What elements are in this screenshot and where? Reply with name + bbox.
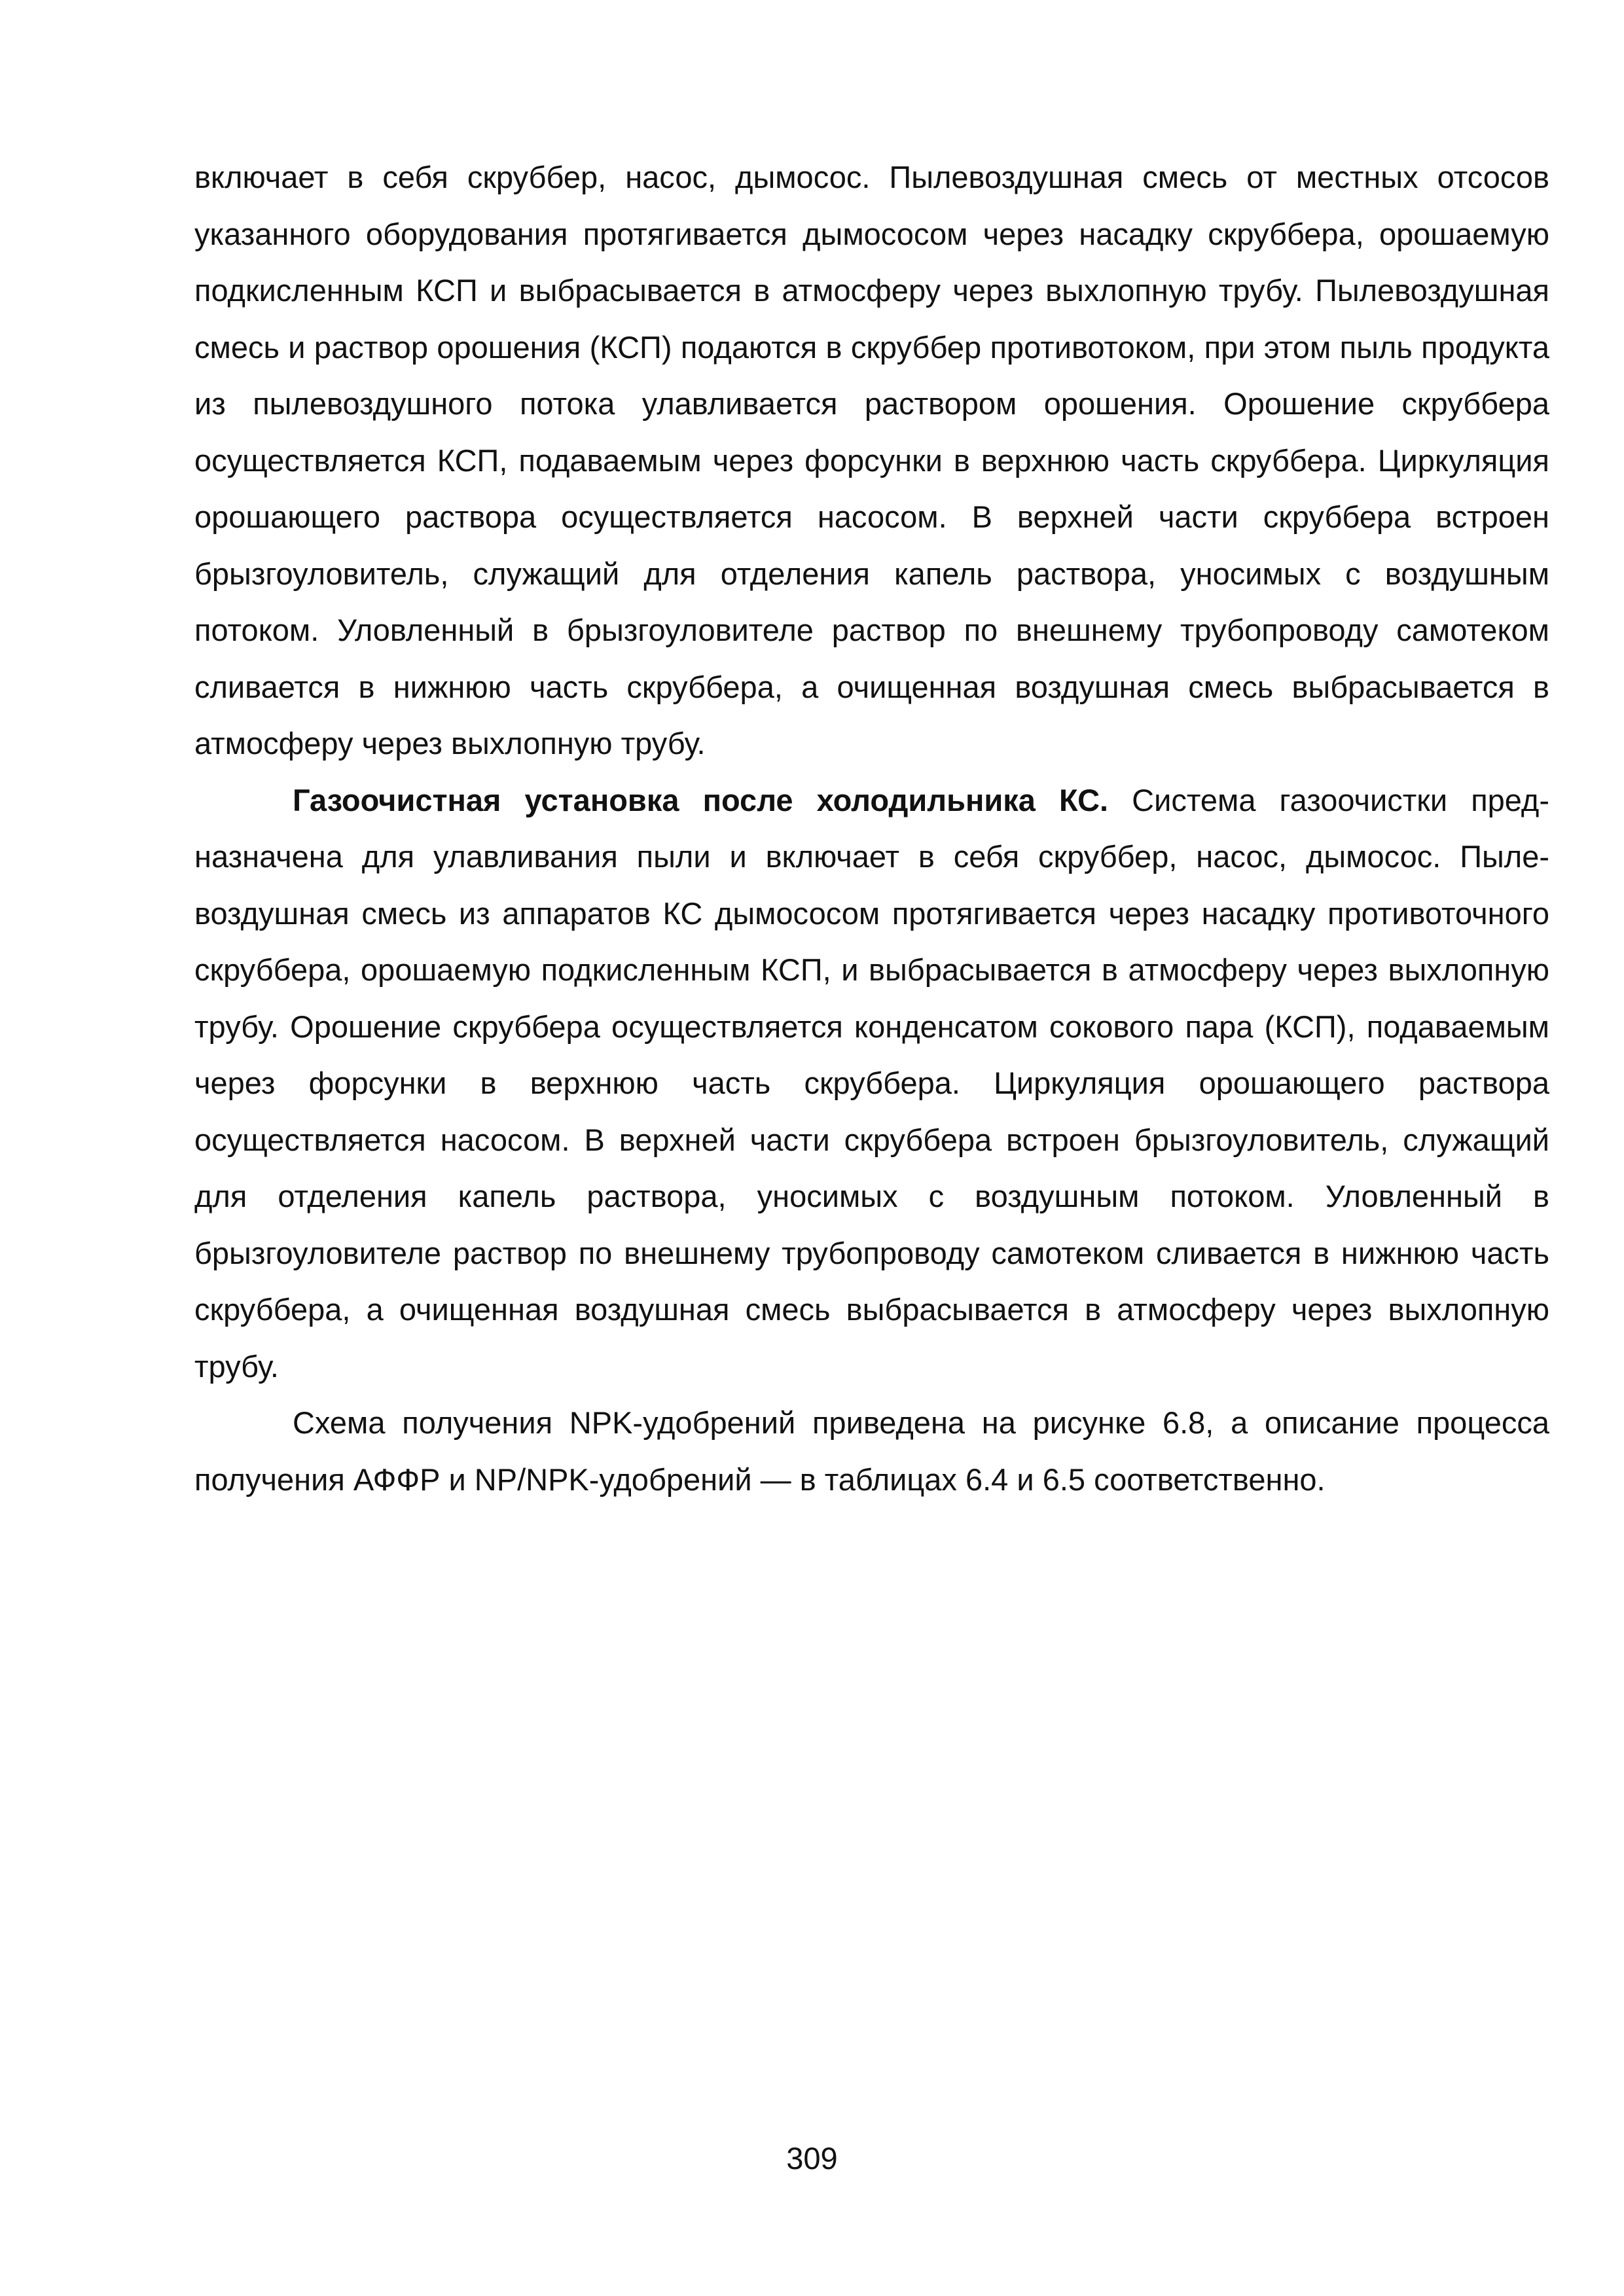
section-heading: Газоочистная установка после холодильника КС.	[293, 782, 1109, 817]
document-body	[194, 149, 1549, 1508]
page-number: 309	[786, 2141, 838, 2176]
paragraph-scrubber-description: включает в себя скруббер, насос, дымосос. Пылевоздушная смесь от местных отсосов указанного оборудования протягивается дымососом через насадку скруббера, орошаемую подкисленным КСП и выбрасывается в атмосферу через выхлопную трубу. Пылевоздушная смесь и раствор орошения (КСП) подаются в скруббер противотоком, при этом пыль продукта из пылевоздушного потока улавливается раствором орошения. Орошение скруббера осуществляется КСП, подаваемым через форсунки в верхнюю часть скруббера. Циркуляция орошающего раствора осуществляется насосом. В верхней части скруббера встроен брызгоуловитель, служащий для отделения капель раствора, уносимых с воздушным потоком. Уловленный в брызгоуловителе раствор по внешнему трубопроводу самотеком сливается в нижнюю часть скруббера, а очищенная воздушная смесь выбрасывается в атмосферу через выхлопную трубу.	[194, 160, 1549, 761]
paragraph-gas-cleaning-unit	[194, 772, 1549, 1395]
section-body-text: Система газоочистки предназначена для улавливания пыли и включает в себя скруббер, насос, дымосос. Пылевоздушная смесь из аппаратов КС дымососом протягивается через насадку противоточного скруббера, орошаемую подкисленным КСП, и выбрасывается в атмосферу через выхлопную трубу. Орошение скруббера осуществляется конденсатом сокового пара (КСП), подаваемым через форсунки в верхнюю часть скруббера. Циркуляция орошающего раствора осуществляется насосом. В верхней части скруббера встроен брызгоуловитель, служащий для отделения капель раствора, уносимых с воздушным потоком. Уловленный в брызгоуловителе раствор по внешнему трубопроводу самотеком сливается в нижнюю часть скруббера, а очищенная воздушная смесь выбрасывается в атмосферу через выхлопную трубу.	[194, 782, 1549, 1384]
paragraph-npk-scheme-reference: Схема получения NPK-удобрений приведена на рисунке 6.8, а описание процесса получения АФФР и NP/NPK-удобрений — в таблицах 6.4 и 6.5 соответственно.	[194, 1405, 1549, 1497]
